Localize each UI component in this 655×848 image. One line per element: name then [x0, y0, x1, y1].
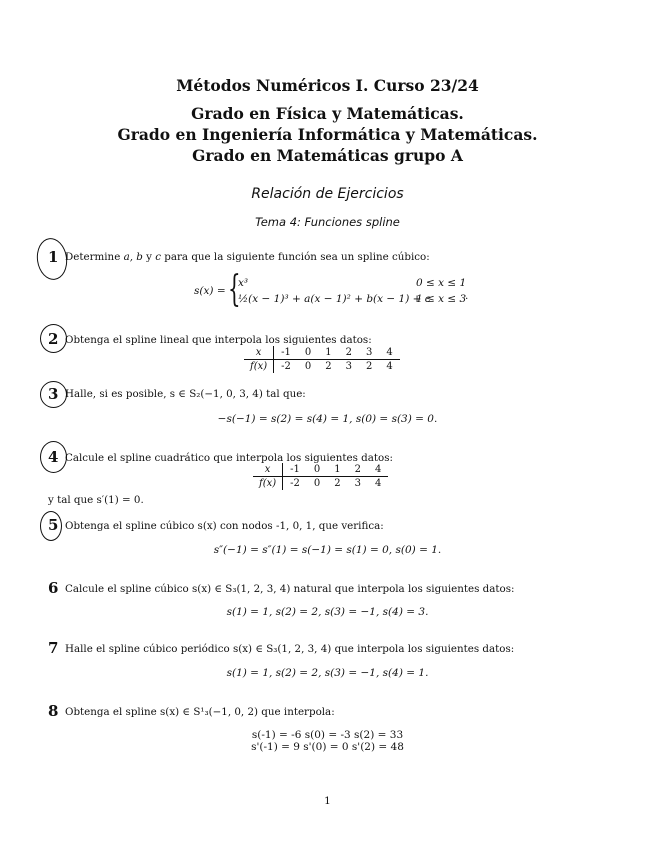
page-number: 1: [324, 795, 331, 807]
exercise-5-number: 5: [48, 516, 59, 534]
table-cell: 2: [366, 361, 373, 372]
exercise-8-text: Obtenga el spline s(x) ∈ S¹₃(−1, 0, 2) que interpola:: [65, 706, 335, 718]
exercise-8-line-1: s(-1) = -6 s(0) = -3 s(2) = 33: [251, 729, 404, 741]
table-header-x: x: [244, 346, 274, 360]
exercise-3-equation: −s(−1) = s(2) = s(4) = 1, s(0) = s(3) = 0.: [217, 413, 438, 425]
exercise-3-number: 3: [48, 385, 59, 403]
table-cell: 1: [318, 346, 338, 360]
brace: {: [228, 269, 241, 310]
exercise-1-eq-end: .: [465, 290, 469, 302]
exercise-4-text: Calcule el spline cuadrático que interpola los siguientes datos:: [65, 452, 393, 464]
exercise-2-number: 2: [48, 330, 59, 348]
degree-line-1: Grado en Física y Matemáticas.: [191, 104, 464, 123]
exercise-8-number: 8: [48, 702, 59, 720]
table-header-x: x: [253, 463, 283, 477]
subtitle: Relación de Ejercicios: [251, 186, 404, 202]
table-cell: -2: [290, 478, 300, 489]
degree-line-2: Grado en Ingeniería Informática y Matemáticas.: [117, 125, 538, 144]
table-cell: 2: [348, 463, 368, 477]
exercise-5-text: Obtenga el spline cúbico s(x) con nodos -1, 0, 1, que verifica:: [65, 520, 384, 532]
exercise-8-line-2: s'(-1) = 9 s'(0) = 0 s'(2) = 48: [251, 741, 404, 753]
table-header-fx: f(x): [253, 477, 283, 491]
table-cell: -1: [274, 346, 298, 360]
exercise-1-eq-lhs: s(x) =: [194, 285, 226, 297]
table-cell: -1: [283, 463, 307, 477]
table-cell: 0: [307, 463, 327, 477]
exercise-1-text: Determine a, b y c para que la siguiente función sea un spline cúbico:: [65, 251, 430, 263]
table-cell: 4: [375, 478, 382, 489]
exercise-1-case2-expr: ½(x − 1)³ + a(x − 1)² + b(x − 1) + c: [238, 293, 431, 305]
table-header-fx: f(x): [244, 360, 274, 374]
exercise-1-number: 1: [48, 248, 59, 266]
table-cell: 0: [298, 346, 318, 360]
exercise-4-condition: y tal que s′(1) = 0.: [48, 494, 144, 506]
exercise-7-text: Halle el spline cúbico periódico s(x) ∈ S₃(1, 2, 3, 4) que interpola los siguientes datos:: [65, 643, 515, 655]
exercise-6-text: Calcule el spline cúbico s(x) ∈ S₃(1, 2, 3, 4) natural que interpola los siguientes datos:: [65, 583, 515, 595]
table-cell: 4: [368, 463, 388, 477]
exercise-1-case2-cond: 1 ≤ x ≤ 3: [416, 293, 467, 305]
document-title: Métodos Numéricos I. Curso 23/24: [176, 76, 479, 95]
exercise-3-text: Halle, si es posible, s ∈ S₂(−1, 0, 3, 4) tal que:: [65, 388, 306, 400]
table-cell: 3: [359, 346, 379, 360]
table-cell: 3: [345, 361, 353, 372]
table-cell: 2: [339, 346, 359, 360]
table-cell: 3: [354, 478, 362, 489]
exercise-2-data-table: [244, 346, 400, 373]
table-cell: 1: [327, 463, 347, 477]
degree-line-3: Grado en Matemáticas grupo A: [192, 146, 463, 165]
exercise-2-text: Obtenga el spline lineal que interpola los siguientes datos:: [65, 334, 372, 346]
exercise-6-equation: s(1) = 1, s(2) = 2, s(3) = −1, s(4) = 3.: [226, 606, 429, 618]
table-cell: 0: [313, 478, 321, 489]
exercise-7-number: 7: [48, 639, 59, 657]
exercise-7-equation: s(1) = 1, s(2) = 2, s(3) = −1, s(4) = 1.: [226, 667, 429, 679]
exercise-4-data-table: [253, 463, 388, 490]
exercise-6-number: 6: [48, 579, 59, 597]
table-cell: -2: [281, 361, 291, 372]
exercise-4-number: 4: [48, 448, 59, 466]
table-cell: 2: [325, 361, 332, 372]
table-cell: 2: [334, 478, 341, 489]
exercise-5-equation: s″(−1) = s″(1) = s(−1) = s(1) = 0, s(0) = 1.: [213, 544, 442, 556]
exercise-1-case1-cond: 0 ≤ x ≤ 1: [416, 277, 467, 289]
table-cell: 0: [304, 361, 312, 372]
topic: Tema 4: Funciones spline: [255, 215, 400, 229]
table-cell: 4: [379, 346, 399, 360]
exercise-1-case1-expr: x³: [238, 277, 249, 289]
table-cell: 4: [386, 361, 393, 372]
